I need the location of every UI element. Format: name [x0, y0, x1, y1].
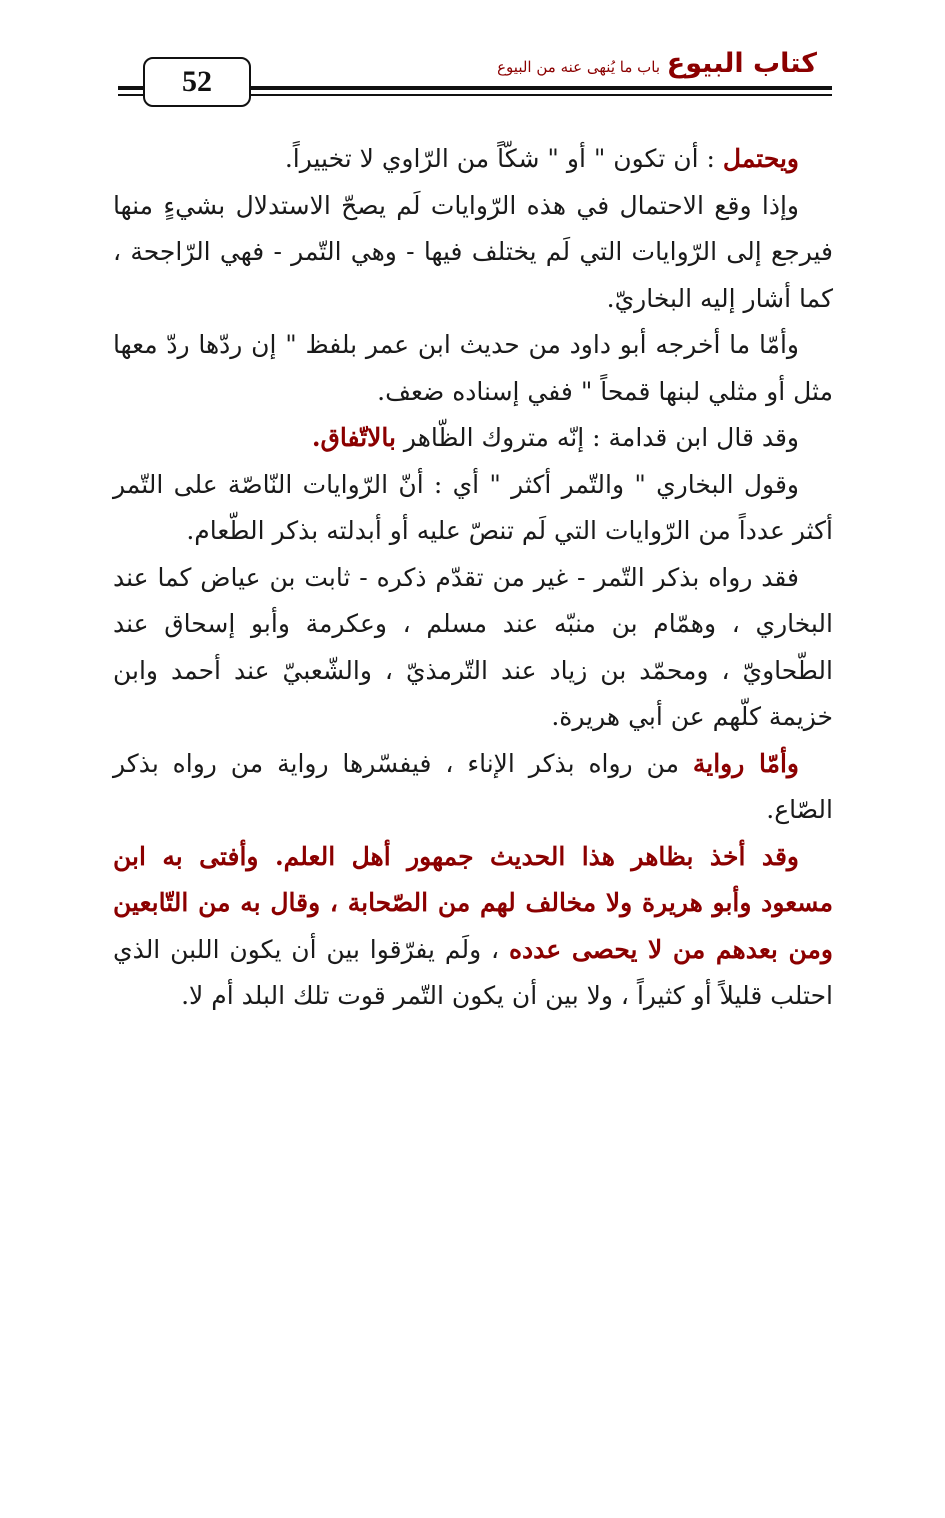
paragraph-1	[113, 136, 833, 183]
paragraph-lead: وقد أخذ بظاهر هذا الحديث جمهور أهل العلم. وأفتى به ابن مسعود وأبو هريرة ولا مخالف لهم من الصّحابة ، وقال به من التّابعين ومن بعدهم من لا يحصى عدده	[113, 841, 833, 964]
paragraph-lead: ويحتمل	[722, 144, 799, 173]
paragraph-text: وقول البخاري " والتّمر أكثر " أي : أنّ الرّوايات النّاصّة على التّمر أكثر عدداً من الرّوايات التي لَم تنصّ عليه أو أبدلته بذكر الطّعام.	[113, 469, 833, 545]
paragraph-text: من رواه بذكر الإناء ، فيفسّرها رواية من رواه بذكر الصّاع.	[113, 748, 833, 824]
paragraph-text: فقد رواه بذكر التّمر - غير من تقدّم ذكره - ثابت بن عياض كما عند البخاري ، وهمّام بن منبّه عند مسلم ، وعكرمة وأبو إسحاق عند الطّحاويّ ، ومحمّد بن زياد عند التّرمذيّ ، والشّعبيّ عند أحمد وابن خزيمة كلّهم عن أبي هريرة.	[113, 562, 833, 731]
paragraph-8	[113, 834, 833, 1020]
paragraph-7	[113, 741, 833, 834]
paragraph-text: ، ولَم يفرّقوا بين أن يكون اللبن الذي احتلب قليلاً أو كثيراً ، ولا بين أن يكون التّمر قوت تلك البلد أم لا.	[113, 934, 833, 1010]
paragraph-5	[113, 462, 833, 555]
paragraph-text: وأمّا ما أخرجه أبو داود من حديث ابن عمر بلفظ " إن ردّها ردّ معها مثل أو مثلي لبنها قمحاً " ففي إسناده ضعف.	[113, 330, 833, 406]
paragraph-lead: وأمّا رواية	[692, 748, 799, 778]
paragraph-tail: بالاتّفاق.	[311, 423, 396, 452]
paragraph-2	[113, 183, 833, 323]
book-title: كتاب البيوع	[666, 48, 817, 79]
chapter-title: باب ما يُنهى عنه من البيوع	[497, 58, 660, 76]
paragraph-4	[113, 415, 833, 462]
paragraph-3	[113, 322, 833, 415]
paragraph-text: وإذا وقع الاحتمال في هذه الرّوايات لَم يصحّ الاستدلال بشيءٍ منها فيرجع إلى الرّوايات التي لَم يختلف فيها - وهي التّمر - فهي الرّاجحة ، كما أشار إليه البخاريّ.	[113, 190, 833, 313]
paragraph-6	[113, 555, 833, 741]
page-body	[113, 136, 833, 1020]
paragraph-text: : أن تكون " أو " شكّاً من الرّاوي لا تخييراً.	[284, 144, 723, 173]
paragraph-text: وقد قال ابن قدامة : إنّه متروك الظّاهر	[395, 423, 799, 452]
page-number: 52	[143, 57, 251, 107]
page-header	[0, 0, 945, 110]
